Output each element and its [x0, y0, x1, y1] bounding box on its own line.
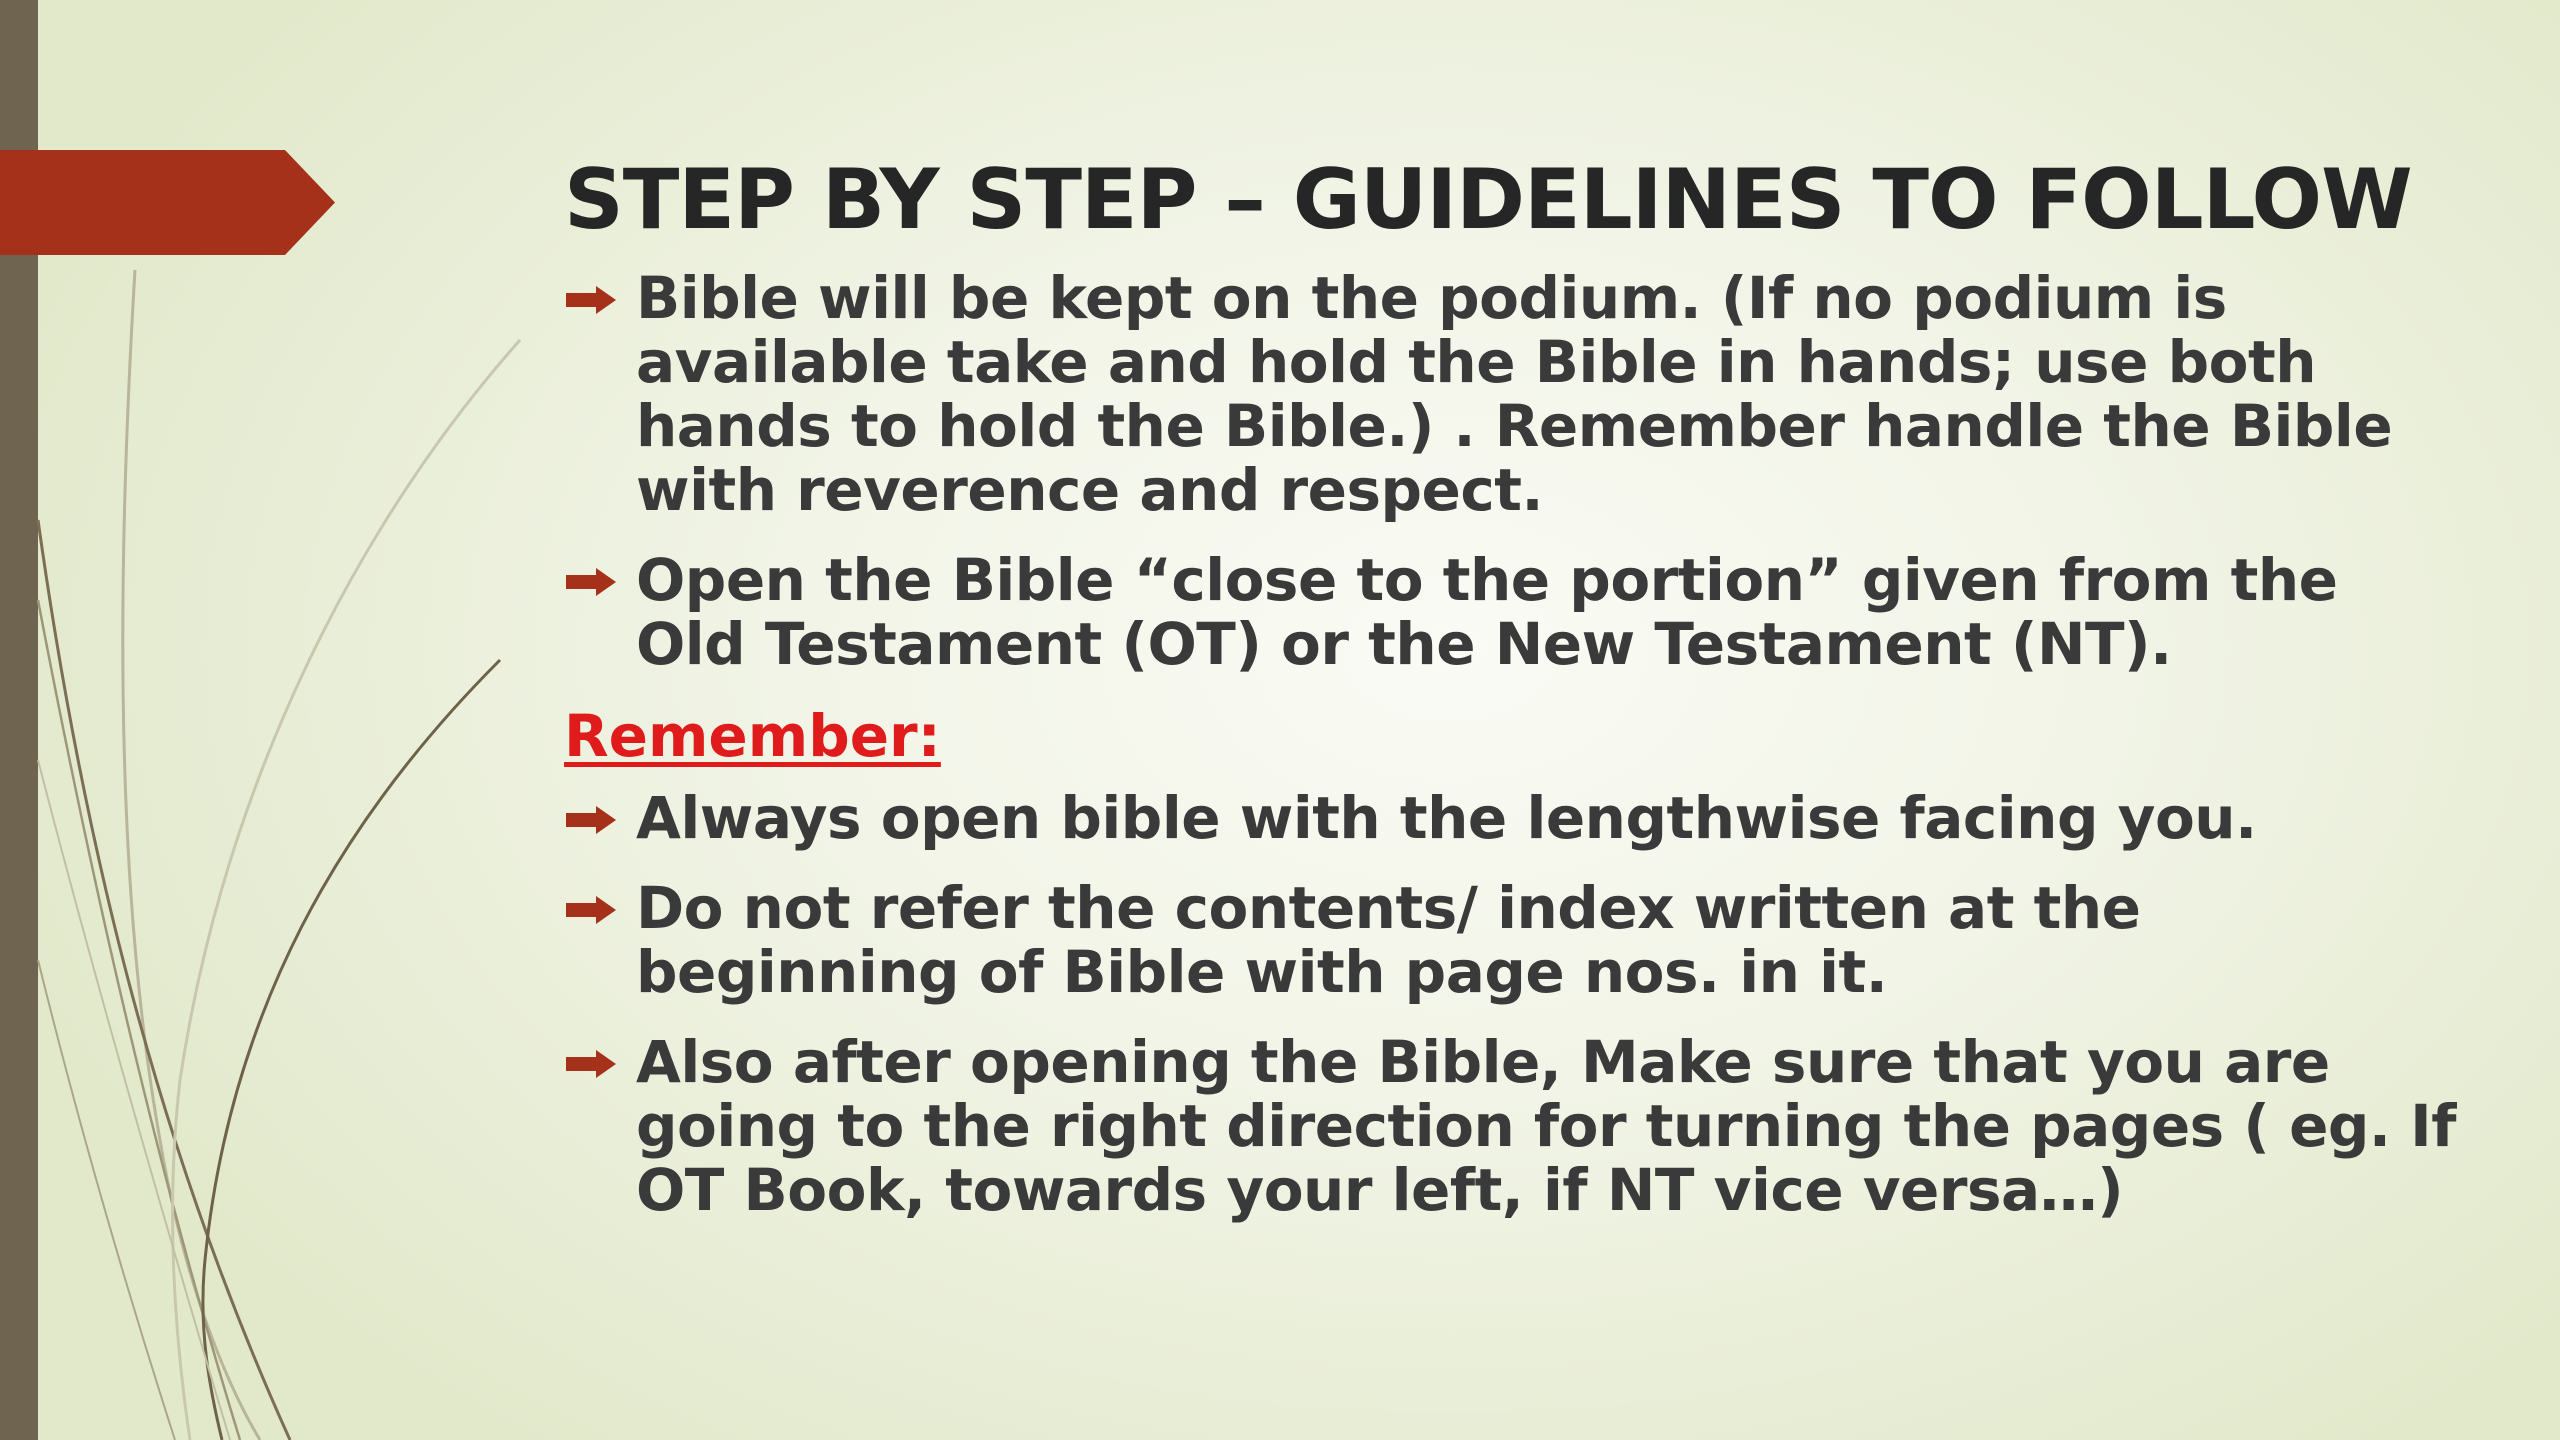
remember-heading: Remember:: [564, 702, 941, 770]
bullet-item: [564, 548, 2464, 676]
arrow-bullet-icon: [566, 568, 616, 596]
slide-content: [564, 150, 2464, 1222]
bullet-item: [564, 786, 2464, 850]
arrow-bullet-icon: [566, 896, 616, 924]
bullet-item: [564, 876, 2464, 1004]
bullet-text: Bible will be kept on the podium. (If no podium is available take and hold the Bible in hands; use both hands to hold the Bible.) . Remember handle the Bible with reverence and respect.: [636, 264, 2393, 524]
arrow-bullet-icon: [566, 806, 616, 834]
bullet-text: Open the Bible “close to the portion” given from the Old Testament (OT) or the New Testament (NT).: [636, 546, 2338, 678]
bullet-text: Also after opening the Bible, Make sure that you are going to the right direction for turning the pages ( eg. If OT Book, towards your left, if NT vice versa…): [636, 1028, 2456, 1224]
slide-title: STEP BY STEP – GUIDELINES TO FOLLOW: [564, 151, 2412, 248]
arrow-bullet-icon: [566, 1050, 616, 1078]
bullet-item: [564, 266, 2464, 522]
bullet-text: Always open bible with the lengthwise facing you.: [636, 784, 2257, 852]
arrow-bullet-icon: [566, 286, 616, 314]
bullet-item: [564, 1030, 2464, 1222]
bullet-text: Do not refer the contents/ index written at the beginning of Bible with page nos. in it.: [636, 874, 2141, 1006]
title-arrow-tab: [0, 150, 335, 255]
